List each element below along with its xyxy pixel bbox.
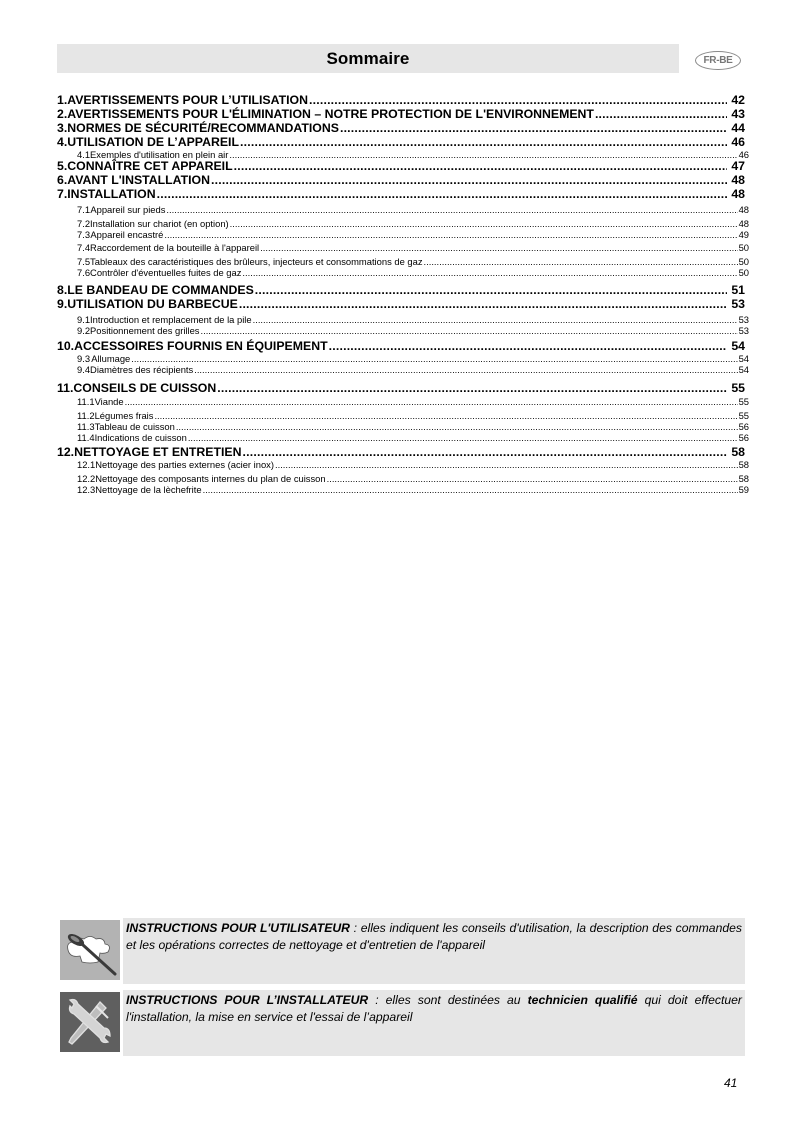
toc-entry-page: 54 xyxy=(738,353,749,364)
toc-entry-page: 54 xyxy=(738,364,749,375)
toc-entry-title: INSTALLATION xyxy=(67,187,156,201)
toc-entry-number: 8. xyxy=(57,283,68,297)
toc-entry-page: 48 xyxy=(738,204,749,215)
toc-entry[interactable] xyxy=(57,267,749,278)
toc-entry-number: 9.3 xyxy=(77,353,91,364)
toc-entry-page: 46 xyxy=(731,135,745,149)
toc-entry-title: Introduction et remplacement de la pile xyxy=(90,314,252,325)
toc-entry-title: Indications de cuisson xyxy=(94,432,187,443)
toc-entry-title: Appareil sur pieds xyxy=(90,204,166,215)
toc-entry-page: 58 xyxy=(738,473,749,484)
toc-dot-leader xyxy=(131,353,737,364)
toc-entry-page: 54 xyxy=(731,339,745,353)
toc-dot-leader xyxy=(194,364,737,375)
toc-entry-title: NORMES DE SÉCURITÉ/RECOMMANDATIONS xyxy=(67,121,339,135)
toc-dot-leader xyxy=(275,459,738,470)
spoon-chef-hat-icon xyxy=(60,920,120,980)
toc-entry-number: 12.2 xyxy=(77,473,96,484)
toc-entry-number: 9. xyxy=(57,297,68,311)
toc-entry-title: Diamètres des récipients xyxy=(90,364,194,375)
toc-dot-leader xyxy=(217,381,727,395)
toc-dot-leader xyxy=(176,421,738,432)
toc-entry-number: 12. xyxy=(57,445,75,459)
toc-entry-page: 53 xyxy=(731,297,745,311)
toc-entry-title: UTILISATION DU BARBECUE xyxy=(67,297,238,311)
toc-entry-page: 48 xyxy=(731,187,745,201)
page-number: 41 xyxy=(724,1076,738,1090)
toc-entry-number: 1. xyxy=(57,93,68,107)
installer-instructions-text xyxy=(123,990,745,1056)
toc-dot-leader xyxy=(125,396,738,407)
toc-entry-page: 55 xyxy=(738,410,749,421)
toc-entry-page: 55 xyxy=(738,396,749,407)
toc-dot-leader xyxy=(157,187,728,201)
toc-dot-leader xyxy=(242,267,737,278)
toc-dot-leader xyxy=(166,204,737,215)
toc-entry-title: Raccordement de la bouteille à l'appareil xyxy=(90,242,260,253)
toc-entry-page: 56 xyxy=(738,432,749,443)
toc-entry-number: 11.4 xyxy=(77,432,95,443)
wrench-screwdriver-icon xyxy=(60,992,120,1052)
toc-entry-page: 53 xyxy=(738,314,749,325)
toc-entry-page: 50 xyxy=(738,256,749,267)
toc-entry-page: 47 xyxy=(731,159,745,173)
toc-entry-number: 5. xyxy=(57,159,68,173)
toc-entry-page: 46 xyxy=(738,149,749,160)
toc-entry[interactable] xyxy=(57,204,749,215)
toc-entry-title: UTILISATION DE L’APPAREIL xyxy=(67,135,239,149)
toc-dot-leader xyxy=(234,159,728,173)
toc-entry-title: Légumes frais xyxy=(94,410,154,421)
toc-entry-number: 7.2 xyxy=(77,218,91,229)
page-title: Sommaire xyxy=(326,48,410,68)
toc-entry[interactable] xyxy=(57,339,745,353)
toc-entry[interactable] xyxy=(57,353,749,364)
toc-entry-number: 9.4 xyxy=(77,364,91,375)
toc-entry-number: 6. xyxy=(57,173,68,187)
toc-entry-title: CONSEILS DE CUISSON xyxy=(73,381,217,395)
toc-entry-number: 12.1 xyxy=(77,459,96,470)
toc-entry[interactable] xyxy=(57,173,745,187)
toc-entry-title: AVERTISSEMENTS POUR L'ÉLIMINATION – NOTRE PROTECTION DE L'ENVIRONNEMENT xyxy=(67,107,594,121)
toc-entry-page: 48 xyxy=(731,173,745,187)
toc-dot-leader xyxy=(211,173,727,187)
toc-entry[interactable] xyxy=(57,432,749,443)
user-instructions-box xyxy=(60,918,745,984)
toc-entry-title: Nettoyage de la lèchefrite xyxy=(95,484,202,495)
toc-dot-leader xyxy=(309,93,727,107)
toc-dot-leader xyxy=(260,242,737,253)
toc-dot-leader xyxy=(164,229,737,240)
qualified-technician-emphasis: technicien qualifié xyxy=(527,993,638,1007)
installer-instructions-box xyxy=(60,990,745,1056)
toc-entry[interactable] xyxy=(57,364,749,375)
toc-entry-number: 12.3 xyxy=(77,484,96,495)
toc-dot-leader xyxy=(239,297,727,311)
toc-entry-title: Appareil encastré xyxy=(90,229,164,240)
user-instructions-description: : elles indiquent les conseils d'utilisation, la description des commandes et les opérations correctes de nettoyage et d'entretien de l'appareil xyxy=(126,921,742,952)
toc-entry-number: 11.1 xyxy=(77,396,95,407)
installer-instructions-description: : elles sont destinées au xyxy=(368,993,528,1007)
toc-entry[interactable] xyxy=(57,410,749,421)
toc-entry[interactable] xyxy=(57,229,749,240)
toc-dot-leader xyxy=(243,445,728,459)
toc-entry-title: Exemples d'utilisation en plein air xyxy=(90,149,229,160)
toc-entry-number: 11.3 xyxy=(77,421,95,432)
toc-entry-page: 53 xyxy=(738,325,749,336)
installer-instructions-description-end: qui doit effectuer l'installation, la mise en service et l'essai de l’appareil xyxy=(126,993,742,1024)
toc-entry[interactable] xyxy=(57,381,745,395)
toc-entry-title: Tableaux des caractéristiques des brûleurs, injecteurs et consommations de gaz xyxy=(90,256,423,267)
toc-entry[interactable] xyxy=(57,121,745,135)
toc-entry-number: 10. xyxy=(57,339,75,353)
toc-dot-leader xyxy=(253,314,738,325)
toc-dot-leader xyxy=(329,339,728,353)
toc-entry[interactable] xyxy=(57,93,745,107)
toc-entry-page: 51 xyxy=(731,283,745,297)
toc-entry-number: 11. xyxy=(57,381,74,395)
toc-entry-number: 9.2 xyxy=(77,325,91,336)
toc-entry-number: 3. xyxy=(57,121,68,135)
toc-entry-number: 7. xyxy=(57,187,68,201)
toc-entry[interactable] xyxy=(57,242,749,253)
toc-entry[interactable] xyxy=(57,396,749,407)
toc-entry-title: Positionnement des grilles xyxy=(90,325,200,336)
toc-entry-number: 7.1 xyxy=(77,204,91,215)
toc-entry-page: 59 xyxy=(738,484,749,495)
toc-entry-page: 49 xyxy=(738,229,749,240)
toc-entry-number: 9.1 xyxy=(77,314,91,325)
toc-entry-number: 7.6 xyxy=(77,267,91,278)
toc-entry[interactable] xyxy=(57,283,745,297)
toc-entry[interactable] xyxy=(57,218,749,229)
toc-entry-title: Nettoyage des parties externes (acier inox) xyxy=(95,459,274,470)
toc-entry-title: Installation sur chariot (en option) xyxy=(90,218,229,229)
toc-entry-page: 43 xyxy=(731,107,745,121)
toc-dot-leader xyxy=(340,121,727,135)
toc-entry-title: LE BANDEAU DE COMMANDES xyxy=(67,283,254,297)
toc-entry-page: 48 xyxy=(738,218,749,229)
toc-dot-leader xyxy=(200,325,737,336)
toc-entry-number: 4.1 xyxy=(77,149,91,160)
toc-entry-page: 55 xyxy=(731,381,745,395)
toc-entry-title: Allumage xyxy=(91,353,131,364)
toc-dot-leader xyxy=(230,218,738,229)
toc-entry-page: 58 xyxy=(731,445,745,459)
toc-entry-number: 7.3 xyxy=(77,229,91,240)
user-instructions-heading: INSTRUCTIONS POUR L'UTILISATEUR xyxy=(126,921,350,935)
toc-dot-leader xyxy=(327,473,738,484)
toc-entry-number: 11.2 xyxy=(77,410,95,421)
toc-entry-page: 50 xyxy=(738,242,749,253)
toc-entry-title: CONNAÎTRE CET APPAREIL xyxy=(67,159,233,173)
toc-entry-page: 44 xyxy=(731,121,745,135)
language-badge: FR-BE xyxy=(695,51,741,70)
toc-entry[interactable] xyxy=(57,445,745,459)
toc-entry[interactable] xyxy=(57,473,749,484)
toc-dot-leader xyxy=(188,432,738,443)
toc-entry[interactable] xyxy=(57,135,745,149)
toc-entry[interactable] xyxy=(57,187,745,201)
toc-dot-leader xyxy=(255,283,728,297)
installer-instructions-heading: INSTRUCTIONS POUR L’INSTALLATEUR xyxy=(126,993,369,1007)
toc-dot-leader xyxy=(203,484,738,495)
toc-entry-number: 4. xyxy=(57,135,68,149)
toc-entry-page: 50 xyxy=(738,267,749,278)
toc-entry-title: NETTOYAGE ET ENTRETIEN xyxy=(74,445,242,459)
toc-dot-leader xyxy=(154,410,737,421)
toc-dot-leader xyxy=(424,256,738,267)
toc-entry[interactable] xyxy=(57,107,745,121)
toc-entry-title: AVANT L'INSTALLATION xyxy=(67,173,210,187)
toc-entry[interactable] xyxy=(57,421,749,432)
toc-entry-title: Tableau de cuisson xyxy=(94,421,175,432)
toc-entry-title: ACCESSOIRES FOURNIS EN ÉQUIPEMENT xyxy=(74,339,328,353)
toc-entry-page: 42 xyxy=(731,93,745,107)
toc-entry-page: 56 xyxy=(738,421,749,432)
toc-entry[interactable] xyxy=(57,159,745,173)
toc-entry[interactable] xyxy=(57,314,749,325)
toc-entry-number: 2. xyxy=(57,107,68,121)
toc-entry-page: 58 xyxy=(738,459,749,470)
toc-entry-title: Viande xyxy=(94,396,124,407)
toc-entry-title: AVERTISSEMENTS POUR L’UTILISATION xyxy=(67,93,308,107)
header-bar xyxy=(57,44,679,73)
user-instructions-text xyxy=(123,918,745,984)
toc-entry[interactable] xyxy=(57,297,745,311)
toc-entry[interactable] xyxy=(57,484,749,495)
toc-entry-number: 7.5 xyxy=(77,256,91,267)
toc-entry[interactable] xyxy=(57,325,749,336)
toc-dot-leader xyxy=(240,135,727,149)
toc-entry-number: 7.4 xyxy=(77,242,91,253)
toc-entry[interactable] xyxy=(57,459,749,470)
toc-entry[interactable] xyxy=(57,256,749,267)
toc-dot-leader xyxy=(595,107,727,121)
toc-entry-title: Nettoyage des composants internes du plan de cuisson xyxy=(95,473,326,484)
toc-entry-title: Contrôler d'éventuelles fuites de gaz xyxy=(90,267,242,278)
